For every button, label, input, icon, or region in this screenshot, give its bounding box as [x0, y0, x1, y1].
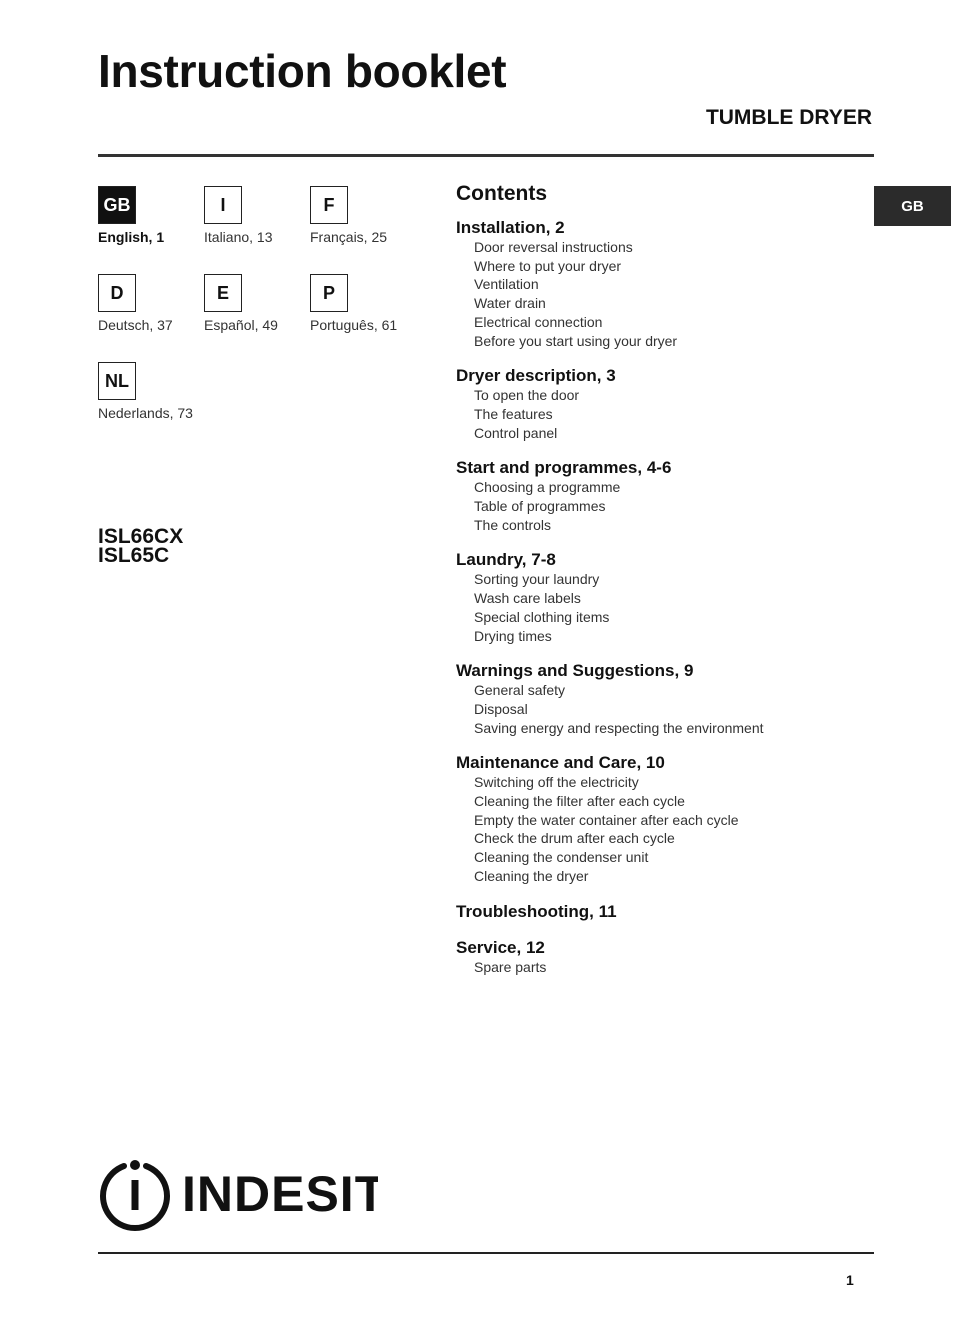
- language-code-box[interactable]: I: [204, 186, 242, 224]
- language-code-box[interactable]: GB: [98, 186, 136, 224]
- section-title: Warnings and Suggestions, 9: [456, 661, 694, 681]
- section-item: Cleaning the filter after each cycle: [474, 793, 685, 810]
- contents-section: [456, 550, 876, 645]
- language-label: Español, 49: [204, 317, 278, 333]
- section-item: The features: [474, 405, 553, 422]
- section-title: Installation, 2: [456, 218, 565, 237]
- header-divider: [98, 154, 874, 157]
- table-of-contents: [456, 182, 876, 992]
- contents-section: [456, 218, 876, 350]
- model-number: ISL66CX: [98, 525, 184, 548]
- section-item: Wash care labels: [474, 590, 581, 607]
- section-item: Where to put your dryer: [474, 257, 622, 274]
- page-title: Instruction booklet: [98, 45, 507, 97]
- model-number: ISL65C: [98, 544, 170, 567]
- language-option[interactable]: [204, 274, 314, 333]
- language-label: Português, 61: [310, 317, 398, 333]
- section-item: Special clothing items: [474, 608, 610, 625]
- language-side-tab[interactable]: GB: [874, 186, 951, 226]
- language-option[interactable]: [98, 362, 208, 421]
- language-label: Deutsch, 37: [98, 317, 173, 333]
- section-item: Sorting your laundry: [474, 571, 600, 588]
- contents-section: [456, 938, 876, 977]
- section-item: Cleaning the condenser unit: [474, 849, 649, 866]
- language-label: Français, 25: [310, 229, 388, 245]
- language-option[interactable]: [310, 274, 420, 333]
- section-item: Control panel: [474, 424, 558, 441]
- language-label: Nederlands, 73: [98, 405, 193, 421]
- language-label: Italiano, 13: [204, 229, 273, 245]
- section-item: Check the drum after each cycle: [474, 830, 675, 847]
- section-item: To open the door: [474, 387, 580, 404]
- language-option[interactable]: [310, 186, 420, 245]
- section-title: Start and programmes, 4-6: [456, 458, 672, 478]
- contents-section: [456, 753, 876, 885]
- contents-sections: [456, 218, 876, 976]
- section-item: Saving energy and respecting the environment: [474, 719, 764, 736]
- section-title: Dryer description, 3: [456, 366, 616, 386]
- section-item: Door reversal instructions: [474, 239, 633, 255]
- section-item: Empty the water container after each cycle: [474, 811, 739, 828]
- page-number: 1: [846, 1272, 854, 1288]
- contents-section: [456, 366, 876, 442]
- section-item: Spare parts: [474, 958, 547, 975]
- section-item: Disposal: [474, 700, 528, 717]
- model-numbers: [98, 527, 183, 565]
- language-option[interactable]: [98, 186, 208, 245]
- section-title: Maintenance and Care, 10: [456, 753, 665, 773]
- footer-divider: [98, 1252, 874, 1254]
- language-code-box[interactable]: E: [204, 274, 242, 312]
- language-code-box[interactable]: F: [310, 186, 348, 224]
- section-item: Drying times: [474, 627, 552, 644]
- product-type: TUMBLE DRYER: [705, 106, 872, 129]
- section-title: Laundry, 7-8: [456, 550, 556, 570]
- section-item: Cleaning the dryer: [474, 867, 589, 884]
- section-title: Troubleshooting, 11: [456, 901, 617, 921]
- indesit-logo: [98, 1156, 378, 1232]
- section-item: Electrical connection: [474, 313, 603, 330]
- language-label: English, 1: [98, 229, 165, 245]
- language-code-box[interactable]: NL: [98, 362, 136, 400]
- contents-section: [456, 458, 876, 534]
- section-item: Before you start using your dryer: [474, 332, 678, 349]
- section-item: General safety: [474, 682, 566, 699]
- language-option[interactable]: [204, 186, 314, 245]
- contents-heading: Contents: [456, 182, 547, 205]
- language-option[interactable]: [98, 274, 208, 333]
- indesit-logo-icon: [98, 1156, 378, 1232]
- section-item: Table of programmes: [474, 498, 606, 515]
- section-item: Choosing a programme: [474, 479, 621, 496]
- language-code-box[interactable]: D: [98, 274, 136, 312]
- section-item: Ventilation: [474, 276, 539, 293]
- contents-section: [456, 661, 876, 737]
- section-item: The controls: [474, 516, 552, 533]
- brand-wordmark: INDESIT: [182, 1166, 378, 1222]
- language-code-box[interactable]: P: [310, 274, 348, 312]
- section-item: Water drain: [474, 295, 546, 312]
- contents-section: [456, 902, 876, 922]
- section-title: Service, 12: [456, 937, 545, 957]
- section-item: Switching off the electricity: [474, 774, 639, 791]
